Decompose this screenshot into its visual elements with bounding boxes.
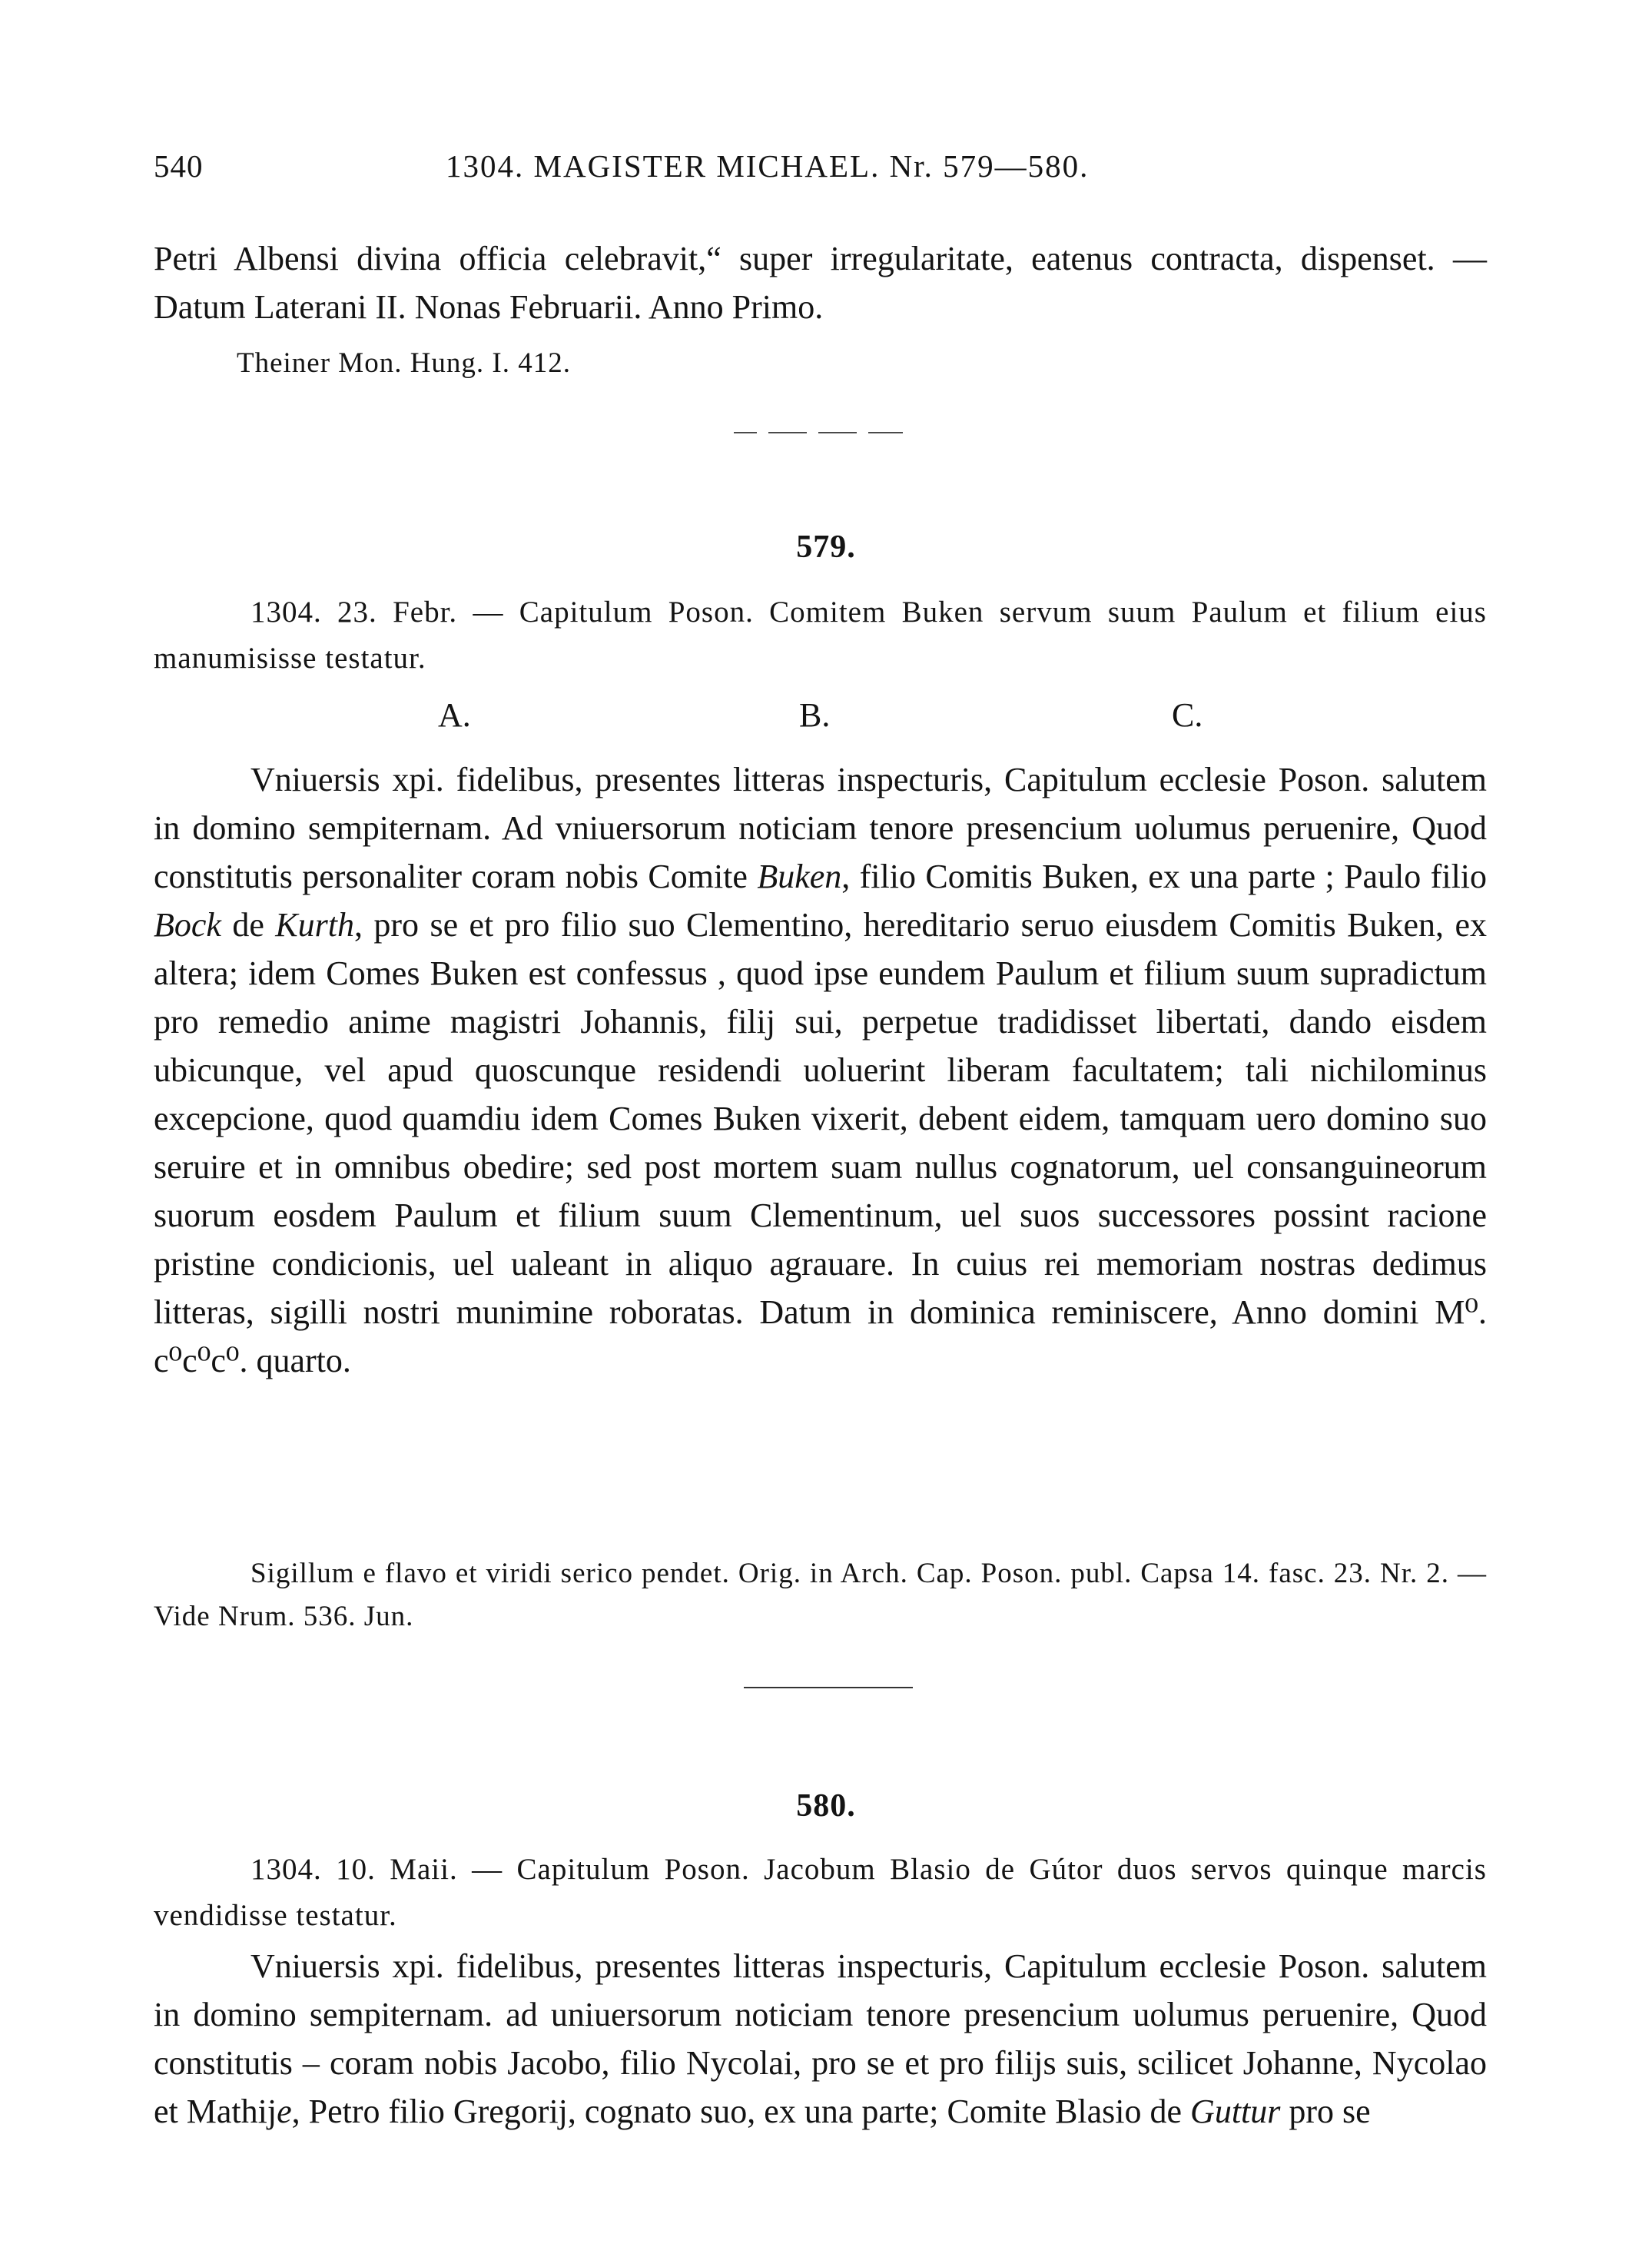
entry-579-note: Sigillum e flavo et viridi serico pendet. Orig. in Arch. Cap. Poson. publ. Capsa 14. fasc. 23. Nr. 2. — Vide Nrum. 536. Jun. (154, 1558, 1487, 1632)
siglum-a: A. (438, 696, 471, 734)
running-head: 1304. MAGISTER MICHAEL. Nr. 579—580. (446, 148, 1090, 184)
italic-name: Bock (154, 906, 221, 944)
body-text: pro se (1280, 2093, 1371, 2130)
entry-580-body (154, 1942, 1487, 2136)
italic-name: Buken (757, 858, 842, 895)
body-text: , pro se et pro filio suo Clementino, hereditario seruo eiusdem Comitis Buken, ex altera; idem Comes Buken est confessus , quod ipse eundem Paulum et filium suum supradictum pro remedio anime magistri Johannis, filij sui, perpetue tradidisset libertati, dando eisdem ubicunque, vel apud quoscunque residendi uoluerint liberam facultatem; tali nichilominus excepcione, quod quamdiu idem Comes Buken vixerit, debent eidem, tamquam uero domino suo seruire et in omnibus obedire; sed post mortem suam nullus cognatorum, uel consanguineorum suorum eosdem Paulum et filium suum Clementinum, uel suos successores possint racione pristine condicionis, uel ualeant in aliquo agrauare. In cuius rei memoriam nostras dedimus litteras, sigilli nostri munimine roboratas. Datum in dominica reminiscere, Anno domini M⁰. c⁰c⁰c⁰. quarto. (154, 906, 1487, 1379)
entry-579-body (154, 755, 1487, 1385)
italic-name: Guttur (1190, 2093, 1281, 2130)
page-header (0, 148, 1652, 194)
body-text: de (221, 906, 276, 944)
italic-name: e (277, 2093, 292, 2130)
body-text: , filio Comitis Buken, ex una parte ; Paulo filio (841, 858, 1488, 895)
dashed-separator (734, 432, 903, 433)
entry-number-579: 579. (796, 529, 856, 565)
italic-name: Kurth (275, 906, 354, 944)
witness-sigla (0, 695, 1652, 742)
siglum-b: B. (799, 696, 831, 734)
page-number: 540 (154, 148, 204, 184)
section-rule (744, 1687, 913, 1688)
body-text: Vniuersis xpi. fidelibus, presentes litteras inspecturis, Capitulum ecclesie Poson. salutem in domino sempiternam. ad uniuersorum noticiam tenore presencium uolumus peruenire, Quod constitutis – coram nobis Jacobo, filio Nycolai, pro se et pro filijs suis, scilicet Johanne, Nycolao et Mathij (154, 1947, 1487, 2130)
siglum-c: C. (1172, 696, 1203, 734)
body-text: Vniuersis xpi. fidelibus, presentes litteras inspecturis, Capitulum ecclesie Poson. salutem in domino sempiternam. Ad vniuersorum noticiam tenore presencium uolumus peruenire, Quod constitutis personaliter coram nobis Comite (154, 761, 1487, 895)
entry-number-580: 580. (796, 1788, 856, 1824)
body-text: , Petro filio Gregorij, cognato suo, ex una parte; Comite Blasio de (291, 2093, 1191, 2130)
entry-580-regest: 1304. 10. Maii. — Capitulum Poson. Jacobum Blasio de Gútor duos servos quinque marcis vendidisse testatur. (154, 1853, 1487, 1932)
previous-entry-source: Theiner Mon. Hung. I. 412. (237, 347, 571, 379)
entry-579-regest: 1304. 23. Febr. — Capitulum Poson. Comitem Buken servum suum Paulum et filium eius manumisisse testatur. (154, 596, 1487, 675)
previous-entry-text: Petri Albensi divina officia celebravit,“ super irregularitate, eatenus contracta, dispenset. — Datum Laterani II. Nonas Februarii. Anno Primo. (154, 240, 1487, 326)
